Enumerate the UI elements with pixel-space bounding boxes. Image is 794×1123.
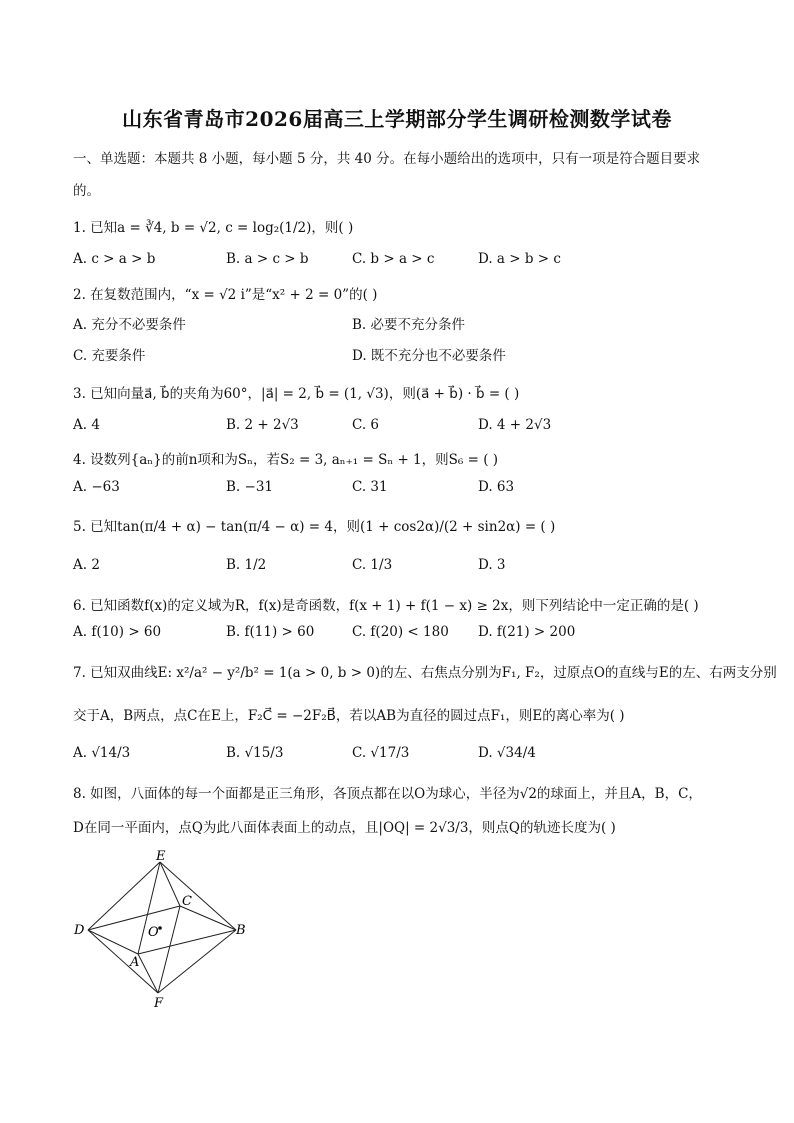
edge-AF [138, 954, 158, 993]
label-E: E [156, 849, 166, 864]
question-2-option-a[interactable]: A. 充分不必要条件 [73, 317, 186, 333]
edge-ED [88, 862, 160, 930]
label-A: A [130, 955, 140, 970]
question-2-option-b[interactable]: B. 必要不充分条件 [352, 317, 466, 333]
question-1-option-d[interactable]: D. a > b > c [478, 251, 561, 267]
edge-DC [88, 906, 180, 930]
edge-EB [160, 862, 236, 930]
section-heading: 一、单选题：本题共 8 小题，每小题 5 分，共 40 分。在每小题给出的选项中，只有一项是符合题目要求 [73, 151, 701, 167]
label-B: B [236, 923, 246, 938]
question-4-option-d[interactable]: D. 63 [478, 479, 515, 495]
question-1-stem: 1. 已知a = ∛4, b = √2, c = log₂(1/2)，则( ) [73, 220, 354, 236]
question-6-option-c[interactable]: C. f(20) < 180 [352, 624, 449, 640]
question-3-option-d[interactable]: D. 4 + 2√3 [478, 417, 552, 433]
question-5-option-a[interactable]: A. 2 [73, 557, 100, 573]
question-5-option-b[interactable]: B. 1/2 [226, 557, 267, 573]
center-point [158, 926, 162, 930]
question-7-option-c[interactable]: C. √17/3 [352, 745, 410, 761]
question-7-option-d[interactable]: D. √34/4 [478, 745, 536, 761]
question-7-option-a[interactable]: A. √14/3 [73, 745, 131, 761]
question-8-stem-cont: D在同一平面内，点Q为此八面体表面上的动点，且|OQ| = 2√3/3，则点Q的轨迹长度为( ) [73, 820, 616, 836]
edge-EA [138, 862, 160, 954]
label-F: F [154, 996, 164, 1011]
question-2-option-c[interactable]: C. 充要条件 [73, 348, 146, 364]
edge-CF [158, 906, 180, 993]
edge-CB [180, 906, 236, 930]
question-4-option-c[interactable]: C. 31 [352, 479, 388, 495]
question-6-stem: 6. 已知函数f(x)的定义域为R，f(x)是奇函数，f(x + 1) + f(1 − x) ≥ 2x，则下列结论中一定正确的是( ) [73, 598, 699, 614]
question-7-option-b[interactable]: B. √15/3 [226, 745, 284, 761]
question-6-option-a[interactable]: A. f(10) > 60 [73, 624, 162, 640]
label-C: C [182, 894, 192, 909]
label-D: D [74, 923, 85, 938]
question-5-option-c[interactable]: C. 1/3 [352, 557, 393, 573]
question-5-stem: 5. 已知tan(π/4 + α) − tan(π/4 − α) = 4，则(1 + cos2α)/(2 + sin2α) = ( ) [73, 519, 556, 535]
edge-EC [160, 862, 180, 906]
edge-DA [88, 930, 138, 954]
question-7-stem-cont: 交于A，B两点，点C在E上，F₂C⃗ = −2F₂B⃗，若以AB为直径的圆过点F₁，则E的离心率为( ) [73, 708, 625, 724]
question-1-option-c[interactable]: C. b > a > c [352, 251, 435, 267]
question-4-option-b[interactable]: B. −31 [226, 479, 273, 495]
question-1-option-b[interactable]: B. a > c > b [226, 251, 309, 267]
question-5-option-d[interactable]: D. 3 [478, 557, 506, 573]
question-3-stem: 3. 已知向量a⃗, b⃗的夹角为60°，|a⃗| = 2, b⃗ = (1, √3)，则(a⃗ + b⃗) · b⃗ = ( ) [73, 386, 520, 402]
question-3-option-a[interactable]: A. 4 [73, 417, 100, 433]
question-3-option-c[interactable]: C. 6 [352, 417, 380, 433]
label-O: O [148, 925, 159, 940]
question-2-stem: 2. 在复数范围内，“x = √2 i”是“x² + 2 = 0”的( ) [73, 287, 378, 303]
question-4-option-a[interactable]: A. −63 [73, 479, 120, 495]
question-6-option-d[interactable]: D. f(21) > 200 [478, 624, 576, 640]
question-1-option-a[interactable]: A. c > a > b [73, 251, 156, 267]
question-2-option-d[interactable]: D. 既不充分也不必要条件 [352, 348, 506, 364]
page-title: 山东省青岛市2026届高三上学期部分学生调研检测数学试卷 [122, 107, 672, 131]
question-7-stem: 7. 已知双曲线E: x²/a² − y²/b² = 1(a > 0, b > 0)的左、右焦点分别为F₁, F₂，过原点O的直线与E的左、右两支分别 [73, 665, 777, 681]
octahedron-figure [70, 848, 260, 1013]
question-4-stem: 4. 设数列{aₙ}的前n项和为Sₙ，若S₂ = 3, aₙ₊₁ = Sₙ + 1，则S₆ = ( ) [73, 452, 499, 468]
question-3-option-b[interactable]: B. 2 + 2√3 [226, 417, 299, 433]
question-8-stem: 8. 如图，八面体的每一个面都是正三角形，各顶点都在以O为球心，半径为√2的球面上，并且A，B，C， [73, 786, 702, 802]
question-6-option-b[interactable]: B. f(11) > 60 [226, 624, 315, 640]
section-heading-cont: 的。 [73, 183, 100, 199]
